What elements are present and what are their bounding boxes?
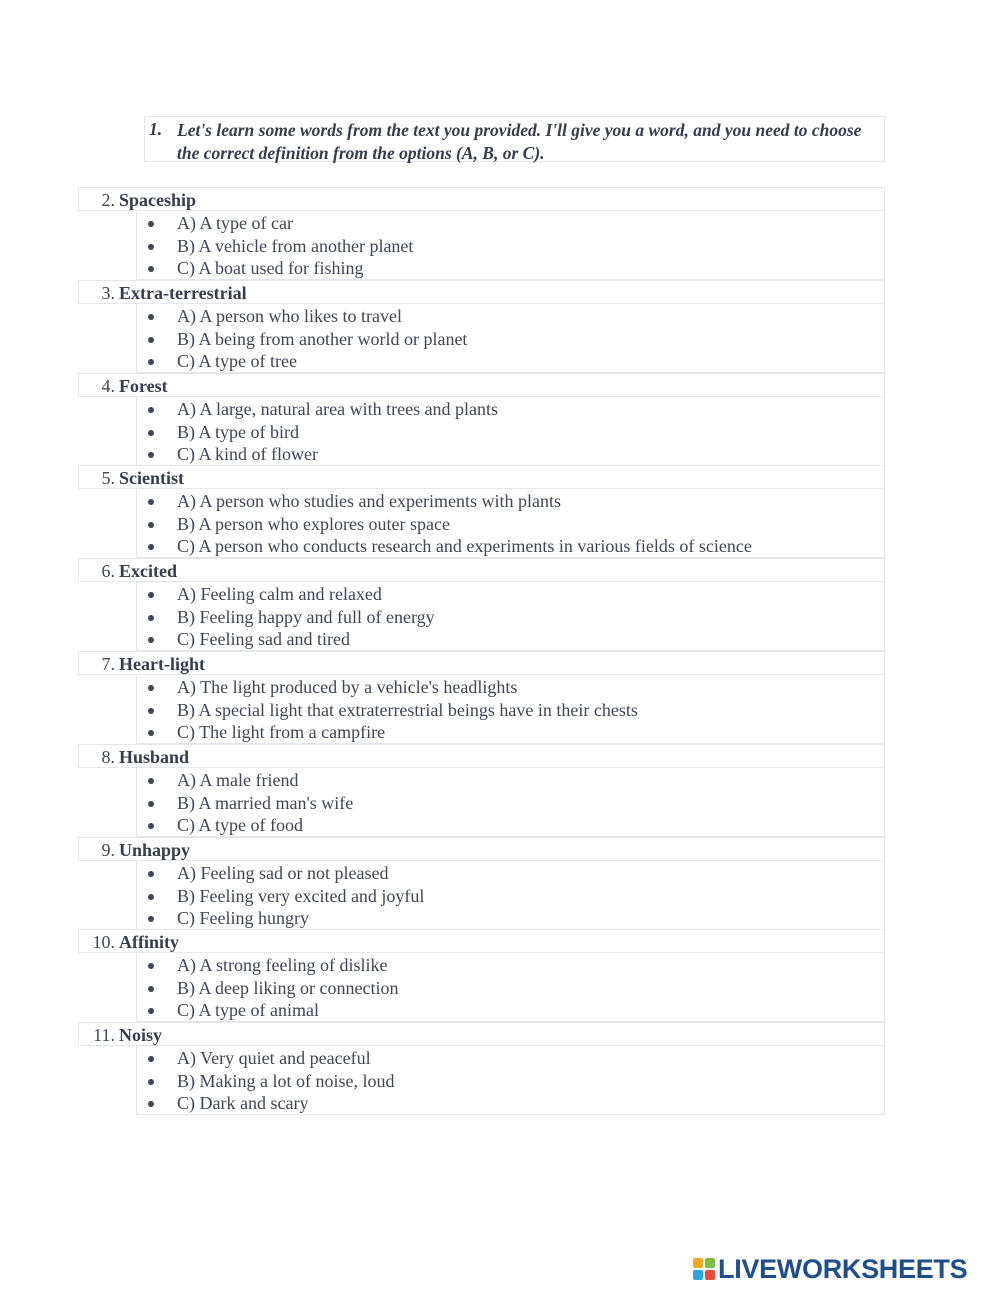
bullet-icon <box>148 407 154 413</box>
bullet-icon <box>148 986 154 992</box>
answer-option-text: A) A strong feeling of dislike <box>177 955 388 975</box>
bullet-icon <box>148 430 154 436</box>
bullet-icon <box>148 871 154 877</box>
logo-text: LIVEWORKSHEETS <box>718 1254 968 1284</box>
answer-option-text: B) Making a lot of noise, loud <box>177 1070 395 1091</box>
answer-options <box>136 304 885 373</box>
answer-option-text: A) A large, natural area with trees and plants <box>177 399 499 419</box>
answer-option[interactable] <box>137 792 877 814</box>
vocab-word: Noisy <box>119 1025 163 1045</box>
question-number: 4. <box>101 376 115 396</box>
instructions-text: Let's learn some words from the text you provided. I'll give you a word, and you need to choose the correct definition from the options (A, B, or C). <box>177 120 862 163</box>
answer-option[interactable] <box>137 583 877 605</box>
vocab-word-row <box>78 187 885 211</box>
bullet-icon <box>148 801 154 807</box>
answer-option[interactable] <box>137 676 877 698</box>
answer-option-text: B) A deep liking or connection <box>177 977 399 998</box>
vocab-word-row <box>78 558 885 582</box>
bullet-icon <box>148 244 154 250</box>
vocab-word: Excited <box>119 561 177 581</box>
liveworksheets-logo <box>693 1255 993 1283</box>
bullet-icon <box>148 685 154 691</box>
bullet-icon <box>148 522 154 528</box>
answer-option[interactable] <box>137 305 877 327</box>
answer-option-text: C) Feeling sad and tired <box>177 629 350 650</box>
answer-option-text: C) Dark and scary <box>177 1093 309 1114</box>
answer-options <box>136 582 885 651</box>
answer-option[interactable] <box>137 907 877 929</box>
instructions-number: 1. <box>149 119 163 139</box>
answer-option-text: B) A special light that extraterrestrial beings have in their chests <box>177 699 638 720</box>
bullet-icon <box>148 823 154 829</box>
vocab-word-row <box>78 837 885 861</box>
question-number: 7. <box>101 654 115 674</box>
bullet-icon <box>148 337 154 343</box>
vocab-word-row <box>78 373 885 397</box>
bullet-icon <box>148 1056 154 1062</box>
vocab-word: Extra-terrestrial <box>119 283 247 303</box>
bullet-icon <box>148 963 154 969</box>
question-number: 5. <box>101 468 115 488</box>
vocab-word-row <box>78 651 885 675</box>
answer-option-text: C) The light from a campfire <box>177 722 386 743</box>
vocab-word: Heart-light <box>119 654 205 674</box>
question-number: 8. <box>101 747 115 767</box>
answer-option[interactable] <box>137 350 877 372</box>
answer-option-text: B) A type of bird <box>177 421 299 442</box>
answer-option-text: C) A type of food <box>177 815 303 836</box>
answer-options <box>136 397 885 466</box>
bullet-icon <box>148 452 154 458</box>
question-number: 11. <box>93 1025 115 1045</box>
answer-option[interactable] <box>137 398 877 420</box>
vocab-word: Unhappy <box>119 840 191 860</box>
question-number: 6. <box>101 561 115 581</box>
bullet-icon <box>148 916 154 922</box>
answer-option-text: C) A boat used for fishing <box>177 258 364 279</box>
answer-option[interactable] <box>137 885 877 907</box>
answer-option[interactable] <box>137 606 877 628</box>
answer-option-text: C) A kind of flower <box>177 444 318 465</box>
bullet-icon <box>148 592 154 598</box>
answer-option[interactable] <box>137 490 877 512</box>
bullet-icon <box>148 708 154 714</box>
answer-option[interactable] <box>137 769 877 791</box>
question-number: 10. <box>92 932 115 952</box>
bullet-icon <box>148 314 154 320</box>
answer-option-text: C) Feeling hungry <box>177 908 309 929</box>
answer-option[interactable] <box>137 257 877 279</box>
answer-option[interactable] <box>137 721 877 743</box>
answer-option-text: C) A type of tree <box>177 351 297 372</box>
question-number: 9. <box>101 840 115 860</box>
answer-option-text: A) A person who studies and experiments with plants <box>177 491 561 511</box>
answer-option[interactable] <box>137 513 877 535</box>
answer-options <box>136 861 885 930</box>
bullet-icon <box>148 894 154 900</box>
vocab-word: Forest <box>119 376 168 396</box>
bullet-icon <box>148 1079 154 1085</box>
answer-option-text: B) Feeling happy and full of energy <box>177 606 435 627</box>
answer-option[interactable] <box>137 535 877 557</box>
liveworksheets-logo-icon <box>693 1258 715 1280</box>
vocab-word-row <box>78 744 885 768</box>
vocab-word: Affinity <box>119 932 179 952</box>
answer-option[interactable] <box>137 1070 877 1092</box>
bullet-icon <box>148 730 154 736</box>
answer-option[interactable] <box>137 999 877 1021</box>
bullet-icon <box>148 1008 154 1014</box>
answer-options <box>136 953 885 1022</box>
answer-option-text: B) A being from another world or planet <box>177 328 468 349</box>
answer-option-text: A) A person who likes to travel <box>177 306 402 326</box>
answer-options <box>136 675 885 744</box>
instructions-box <box>144 116 885 162</box>
answer-options <box>136 1046 885 1115</box>
answer-option-text: A) Feeling calm and relaxed <box>177 584 382 604</box>
answer-option[interactable] <box>137 814 877 836</box>
vocab-word: Husband <box>119 747 190 767</box>
bullet-icon <box>148 221 154 227</box>
answer-options <box>136 768 885 837</box>
answer-option-text: B) A person who explores outer space <box>177 513 450 534</box>
bullet-icon <box>148 615 154 621</box>
answer-option-text: A) Very quiet and peaceful <box>177 1048 371 1068</box>
answer-option[interactable] <box>137 421 877 443</box>
answer-option-text: C) A person who conducts research and experiments in various fields of science <box>177 536 752 557</box>
bullet-icon <box>148 266 154 272</box>
answer-option[interactable] <box>137 699 877 721</box>
vocab-word: Scientist <box>119 468 184 488</box>
answer-option[interactable] <box>137 212 877 234</box>
answer-options <box>136 211 885 280</box>
bullet-icon <box>148 499 154 505</box>
answer-option-text: A) Feeling sad or not pleased <box>177 863 389 883</box>
answer-option[interactable] <box>137 862 877 884</box>
answer-option-text: B) A vehicle from another planet <box>177 235 414 256</box>
answer-option-text: B) Feeling very excited and joyful <box>177 885 425 906</box>
bullet-icon <box>148 544 154 550</box>
bullet-icon <box>148 778 154 784</box>
answer-option[interactable] <box>137 954 877 976</box>
answer-option[interactable] <box>137 1047 877 1069</box>
vocab-word-row <box>78 929 885 953</box>
answer-option-text: B) A married man's wife <box>177 792 354 813</box>
answer-option[interactable] <box>137 1092 877 1114</box>
bullet-icon <box>148 1101 154 1107</box>
answer-options <box>136 489 885 558</box>
bullet-icon <box>148 359 154 365</box>
vocab-word-row <box>78 465 885 489</box>
answer-option-text: A) A type of car <box>177 213 293 233</box>
answer-option-text: A) The light produced by a vehicle's headlights <box>177 677 518 697</box>
vocab-word-row <box>78 1022 885 1046</box>
vocab-word-row <box>78 280 885 304</box>
answer-option[interactable] <box>137 235 877 257</box>
answer-option[interactable] <box>137 328 877 350</box>
vocab-word: Spaceship <box>119 190 197 210</box>
answer-option[interactable] <box>137 628 877 650</box>
answer-option-text: A) A male friend <box>177 770 299 790</box>
answer-option[interactable] <box>137 443 877 465</box>
bullet-icon <box>148 637 154 643</box>
question-number: 2. <box>101 190 115 210</box>
question-number: 3. <box>101 283 115 303</box>
answer-option-text: C) A type of animal <box>177 1000 319 1021</box>
answer-option[interactable] <box>137 977 877 999</box>
